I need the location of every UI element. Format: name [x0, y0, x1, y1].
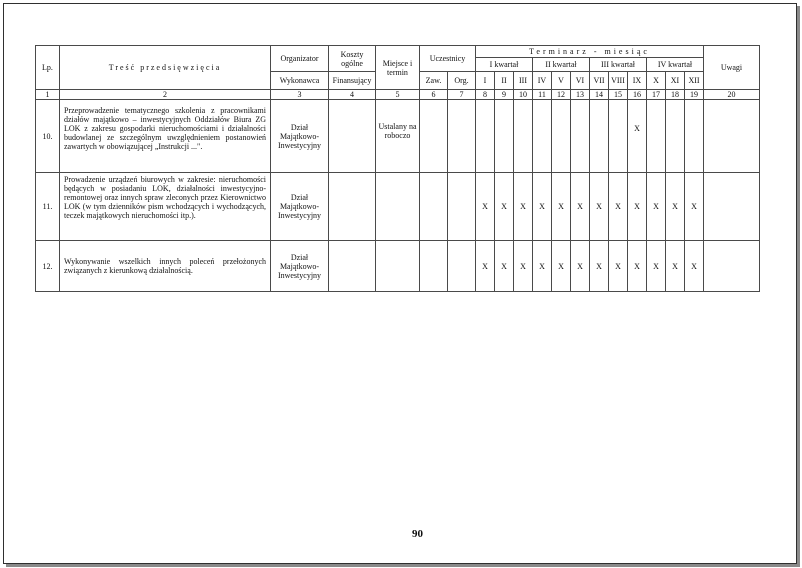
- month-mark: [571, 100, 590, 173]
- month-mark: X: [628, 241, 647, 292]
- header-month: II: [495, 72, 514, 90]
- row-miejsce: [376, 241, 420, 292]
- month-mark: X: [647, 173, 666, 241]
- month-mark: X: [666, 173, 685, 241]
- header-month: VI: [571, 72, 590, 90]
- row-tresc: Przeprowadzenie tematycznego szkolenia z pracownikami działów majątkowo – inwestycyjnych Oddziałów Biura ZG LOK z zakresu gospodarki nieruchomościami i działalności budowlanej ze szczególnym uwzględnieniem postanowień zawartych w obowiązującej „Instrukcji ...".: [60, 100, 271, 173]
- header-finansujacy: Finansujący: [329, 72, 376, 90]
- month-mark: X: [476, 241, 495, 292]
- month-mark: X: [609, 173, 628, 241]
- header-lp: Lp.: [36, 46, 60, 90]
- row-finansujacy: [329, 100, 376, 173]
- header-month: IX: [628, 72, 647, 90]
- header-month: X: [647, 72, 666, 90]
- month-mark: [647, 100, 666, 173]
- month-mark: X: [628, 100, 647, 173]
- month-mark: [533, 100, 552, 173]
- column-number: 9: [495, 90, 514, 100]
- month-mark: X: [533, 173, 552, 241]
- month-mark: [609, 100, 628, 173]
- column-number: 11: [533, 90, 552, 100]
- month-mark: [552, 100, 571, 173]
- month-mark: X: [666, 241, 685, 292]
- header-tresc: Treść przedsięwzięcia: [60, 46, 271, 90]
- header-organizator: Organizator: [271, 46, 329, 72]
- column-number: 2: [60, 90, 271, 100]
- month-mark: X: [552, 173, 571, 241]
- row-lp: 12.: [36, 241, 60, 292]
- month-mark: X: [647, 241, 666, 292]
- header-month: XI: [666, 72, 685, 90]
- column-number: 8: [476, 90, 495, 100]
- row-org: [448, 173, 476, 241]
- header-wykonawca: Wykonawca: [271, 72, 329, 90]
- column-number: 18: [666, 90, 685, 100]
- row-zaw: [420, 241, 448, 292]
- month-mark: [476, 100, 495, 173]
- row-lp: 10.: [36, 100, 60, 173]
- row-zaw: [420, 100, 448, 173]
- month-mark: [666, 100, 685, 173]
- month-mark: [590, 100, 609, 173]
- row-finansujacy: [329, 241, 376, 292]
- header-kwartal-4: IV kwartał: [647, 58, 704, 72]
- column-number: 14: [590, 90, 609, 100]
- header-month: IV: [533, 72, 552, 90]
- month-mark: X: [571, 173, 590, 241]
- month-mark: X: [552, 241, 571, 292]
- row-uwagi: [704, 173, 760, 241]
- month-mark: X: [609, 241, 628, 292]
- header-uczestnicy: Uczestnicy: [420, 46, 476, 72]
- row-org: [448, 100, 476, 173]
- header-month: III: [514, 72, 533, 90]
- column-number: 19: [685, 90, 704, 100]
- month-mark: [685, 100, 704, 173]
- header-month: I: [476, 72, 495, 90]
- row-lp: 11.: [36, 173, 60, 241]
- header-month: VII: [590, 72, 609, 90]
- row-wykonawca: Dział Majątkowo-Inwestycyjny: [271, 100, 329, 173]
- row-uwagi: [704, 241, 760, 292]
- column-number: 16: [628, 90, 647, 100]
- column-number: 17: [647, 90, 666, 100]
- header-koszty: Koszty ogólne: [329, 46, 376, 72]
- row-org: [448, 241, 476, 292]
- month-mark: X: [590, 173, 609, 241]
- header-zaw: Zaw.: [420, 72, 448, 90]
- row-zaw: [420, 173, 448, 241]
- column-number: 13: [571, 90, 590, 100]
- month-mark: [514, 100, 533, 173]
- month-mark: X: [571, 241, 590, 292]
- header-uwagi: Uwagi: [704, 46, 760, 90]
- header-month: XII: [685, 72, 704, 90]
- month-mark: X: [514, 173, 533, 241]
- month-mark: X: [685, 241, 704, 292]
- row-tresc: Wykonywanie wszelkich innych poleceń przełożonych związanych z kierunkową działalnością.: [60, 241, 271, 292]
- column-number: 3: [271, 90, 329, 100]
- header-kwartal-3: III kwartał: [590, 58, 647, 72]
- row-wykonawca: Dział Majątkowo-Inwestycyjny: [271, 241, 329, 292]
- month-mark: [495, 100, 514, 173]
- header-kwartal-2: II kwartał: [533, 58, 590, 72]
- column-number: 10: [514, 90, 533, 100]
- column-number: 6: [420, 90, 448, 100]
- month-mark: X: [514, 241, 533, 292]
- column-number: 20: [704, 90, 760, 100]
- page-number: 90: [412, 528, 423, 540]
- month-mark: X: [590, 241, 609, 292]
- row-wykonawca: Dział Majątkowo-Inwestycyjny: [271, 173, 329, 241]
- column-number: 4: [329, 90, 376, 100]
- column-number: 5: [376, 90, 420, 100]
- header-kwartal-1: I kwartał: [476, 58, 533, 72]
- header-miejsce: Miejsce i termin: [376, 46, 420, 90]
- month-mark: X: [495, 173, 514, 241]
- month-mark: X: [685, 173, 704, 241]
- row-tresc: Prowadzenie urządzeń biurowych w zakresie: nieruchomości będących w posiadaniu LOK, działalności inwestycyjno-remontowej oraz innych spraw zleconych przez Kierownictwo LOK (w tym dzienników pism wchodzących i wychodzących, teczek majątkowych nieruchomości itp.).: [60, 173, 271, 241]
- month-mark: X: [628, 173, 647, 241]
- header-month: VIII: [609, 72, 628, 90]
- table-row: [36, 241, 760, 292]
- column-number: 12: [552, 90, 571, 100]
- header-terminarz: Terminarz - miesiąc: [476, 46, 704, 58]
- header-org: Org.: [448, 72, 476, 90]
- table-row: [36, 100, 760, 173]
- column-number: 1: [36, 90, 60, 100]
- header-month: V: [552, 72, 571, 90]
- row-miejsce: Ustalany na roboczo: [376, 100, 420, 173]
- column-number-row: [36, 90, 760, 100]
- row-miejsce: [376, 173, 420, 241]
- column-number: 7: [448, 90, 476, 100]
- row-finansujacy: [329, 173, 376, 241]
- row-uwagi: [704, 100, 760, 173]
- month-mark: X: [533, 241, 552, 292]
- month-mark: X: [495, 241, 514, 292]
- table-row: [36, 173, 760, 241]
- month-mark: X: [476, 173, 495, 241]
- activity-plan-table: [35, 45, 760, 292]
- column-number: 15: [609, 90, 628, 100]
